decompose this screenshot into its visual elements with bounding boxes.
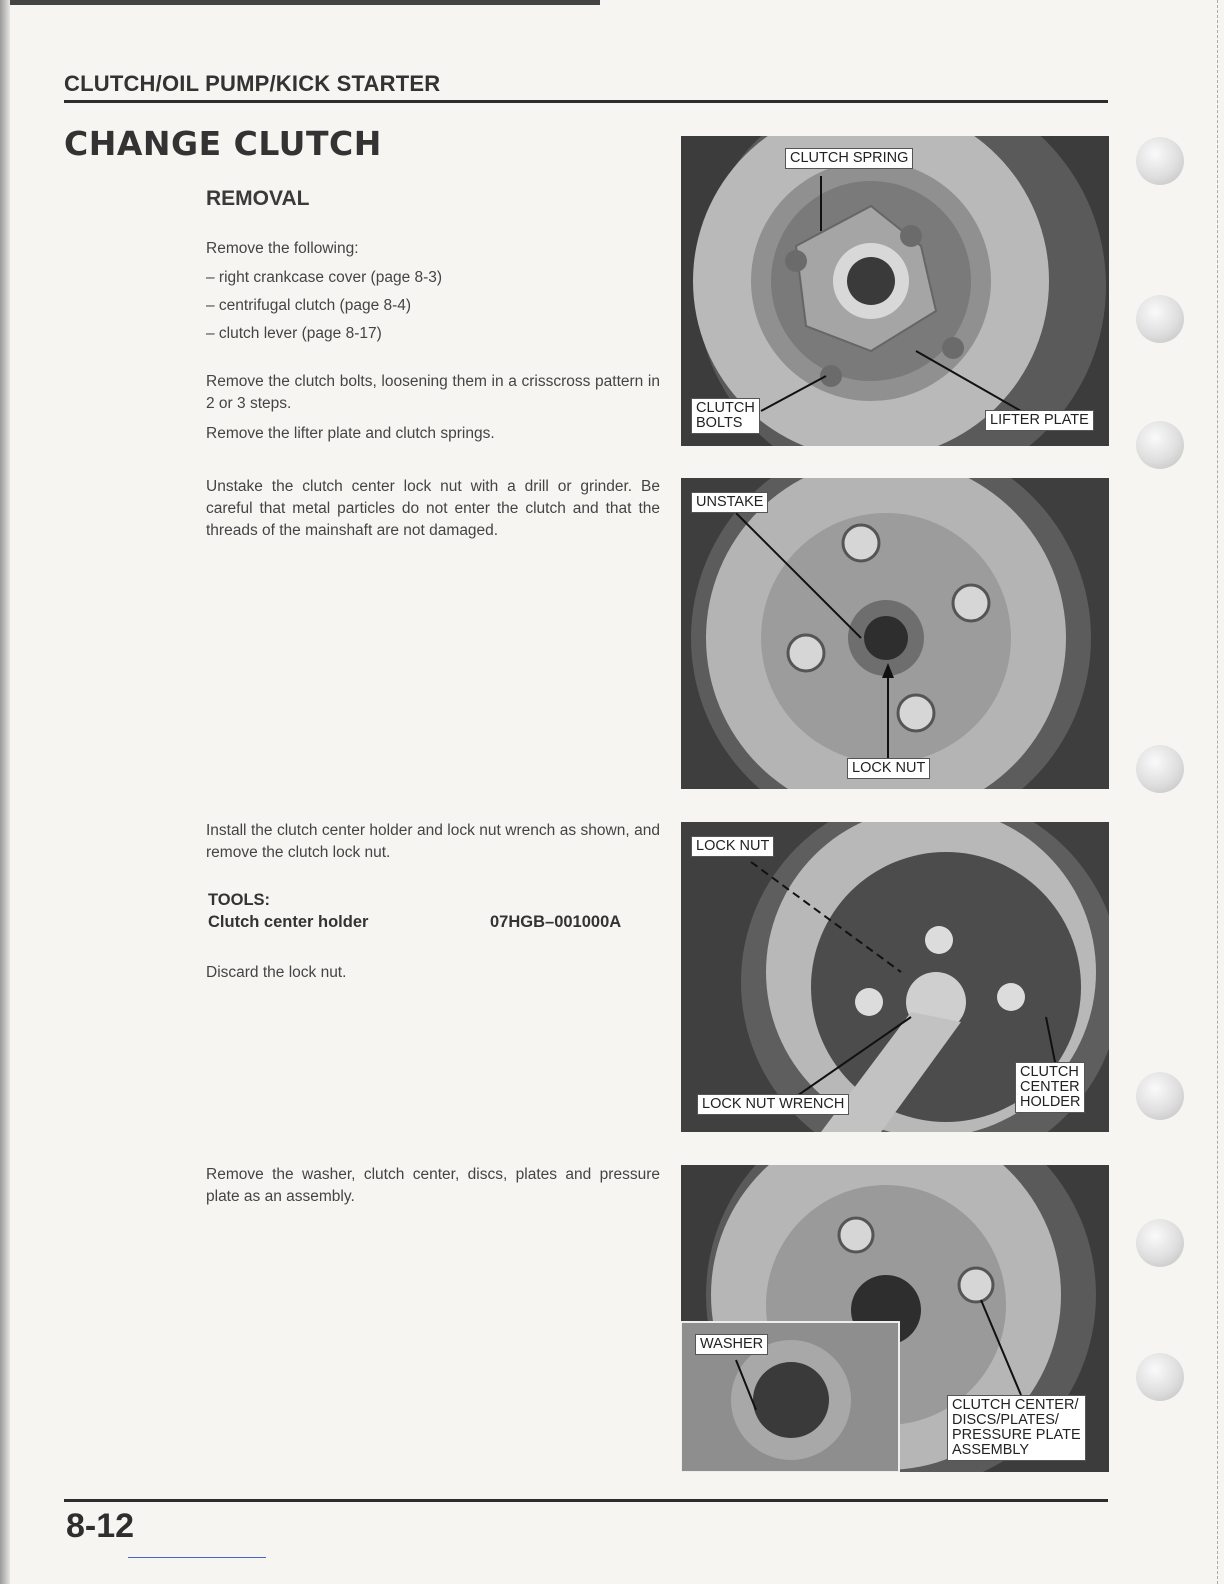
binder-tab-7 xyxy=(1136,1353,1184,1401)
callout-clutch-spring: CLUTCH SPRING xyxy=(785,148,913,169)
tool-name: Clutch center holder xyxy=(208,913,369,931)
section-title: CLUTCH/OIL PUMP/KICK STARTER xyxy=(64,71,441,96)
callout-clutch-bolts: CLUTCH BOLTS xyxy=(691,398,760,434)
step-remove-assembly: Remove the washer, clutch center, discs, plates and pressure plate as an assembly. xyxy=(206,1166,660,1205)
page-top-edge xyxy=(0,0,600,5)
step-clutch-bolts: Remove the clutch bolts, loosening them in a crisscross pattern in 2 or 3 steps. xyxy=(206,373,660,412)
removal-item-2: – centrifugal clutch (page 8-4) xyxy=(206,297,412,314)
binder-tab-1 xyxy=(1136,137,1184,185)
callout-lock-nut-wrench: LOCK NUT WRENCH xyxy=(697,1094,849,1115)
binder-tab-4 xyxy=(1136,745,1184,793)
step-discard: Discard the lock nut. xyxy=(206,964,347,981)
callout-lock-nut: LOCK NUT xyxy=(847,758,930,779)
step-install-holder: Install the clutch center holder and lock nut wrench as shown, and remove the clutch lock nut. xyxy=(206,822,660,861)
binder-tab-6 xyxy=(1136,1219,1184,1267)
unstake-lock-nut-illustration xyxy=(681,478,1109,789)
binding-edge xyxy=(0,0,10,1584)
callout-unstake: UNSTAKE xyxy=(691,492,768,513)
binder-tab-5 xyxy=(1136,1072,1184,1120)
removal-intro: Remove the following: xyxy=(206,240,359,257)
callout-washer: WASHER xyxy=(695,1334,768,1355)
footer-rule xyxy=(64,1499,1108,1502)
page-number: 8-12 xyxy=(66,1507,135,1545)
photo-unstake-lock-nut xyxy=(681,478,1109,789)
step-lifter-plate: Remove the lifter plate and clutch springs. xyxy=(206,425,495,442)
page-title: CHANGE CLUTCH xyxy=(64,124,382,163)
callout-lock-nut-fig3: LOCK NUT xyxy=(691,836,774,857)
removal-item-1: – right crankcase cover (page 8-3) xyxy=(206,269,443,286)
binder-tab-3 xyxy=(1136,421,1184,469)
binder-tab-2 xyxy=(1136,295,1184,343)
step-unstake: Unstake the clutch center lock nut with a drill or grinder. Be careful that metal particles do not enter the clutch and that the threads of the mainshaft are not damaged. xyxy=(206,478,660,539)
header-rule xyxy=(64,100,1108,103)
photo-clutch-springs xyxy=(681,136,1109,446)
photo-clutch-center-assembly xyxy=(681,1165,1109,1472)
removal-heading: REMOVAL xyxy=(206,187,310,210)
footer-blue-line xyxy=(128,1557,266,1558)
callout-clutch-center-holder: CLUTCH CENTER HOLDER xyxy=(1015,1062,1085,1113)
tools-heading: TOOLS: xyxy=(208,891,271,909)
callout-clutch-center-assembly: CLUTCH CENTER/ DISCS/PLATES/ PRESSURE PLATE ASSEMBLY xyxy=(947,1395,1086,1461)
removal-item-3: – clutch lever (page 8-17) xyxy=(206,325,382,342)
photo-clutch-center-holder xyxy=(681,822,1109,1132)
tool-number: 07HGB–001000A xyxy=(490,913,622,931)
page-right-edge xyxy=(1216,0,1218,1584)
callout-lifter-plate: LIFTER PLATE xyxy=(985,410,1094,431)
